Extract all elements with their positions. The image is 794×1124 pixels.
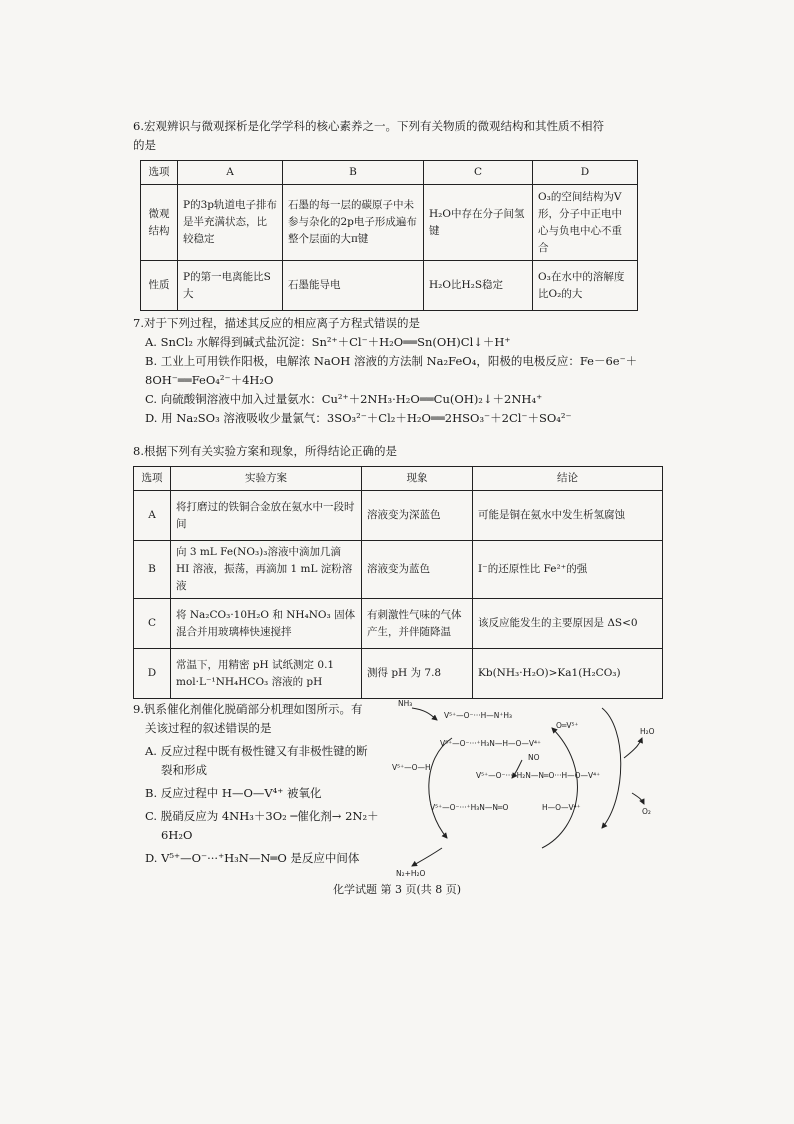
q8-cell: 溶液变为深蓝色 [362, 491, 473, 541]
nh3-in-arrow [412, 708, 437, 720]
q6-cell: P的第一电离能比S大 [178, 261, 283, 311]
q8-row-c [134, 599, 663, 649]
q8-header: 实验方案 [171, 467, 362, 491]
q6-cell: H₂O中存在分子间氢键 [424, 185, 533, 261]
q8-cell: D [134, 649, 171, 699]
q8-row-b [134, 541, 663, 599]
q8-header: 结论 [473, 467, 663, 491]
q8-header: 现象 [362, 467, 473, 491]
question-7 [133, 314, 669, 428]
q8-cell: Kb(NH₃·H₂O)>Ka1(H₂CO₃) [473, 649, 663, 699]
q6-stem: 6.宏观辨识与微观探析是化学学科的核心素养之一。下列有关物质的微观结构和其性质不相符 [133, 119, 604, 133]
q8-cell: 常温下，用精密 pH 试纸测定 0.1 mol·L⁻¹NH₄HCO₃ 溶液的 pH [171, 649, 362, 699]
label-voh: V⁵⁺—O—H [392, 763, 431, 772]
label-bottom-species: V⁵⁺—O⁻···⁺H₃N—N═O [430, 803, 509, 812]
q6-cell: O₃的空间结构为V形，分子中正电中心与负电中心不重合 [533, 185, 638, 261]
q9-option-a: A. 反应过程中既有极性键又有非极性键的断 [145, 744, 368, 758]
q6-row-structure [141, 185, 638, 261]
cycle-arrow-left [429, 738, 452, 838]
q8-cell: 该反应能发生的主要原因是 ΔS<0 [473, 599, 663, 649]
q8-header: 选项 [134, 467, 171, 491]
label-mid-species: V⁵⁺—O⁻···⁺H₃N—H—O—V⁴⁺ [440, 739, 541, 748]
q7-option-b: B. 工业上可用铁作阳极，电解浓 NaOH 溶液的方法制 Na₂FeO₄，阳极的电极反应：Fe－6e⁻＋ [145, 354, 638, 368]
cycle-arrow-outer [602, 708, 621, 828]
q6-header: D [533, 161, 638, 185]
label-top-species: V⁵⁺—O⁻···H—N⁺H₃ [444, 711, 512, 720]
o2-arrow [632, 793, 644, 804]
q9-stem-cont: 关该过程的叙述错误的是 [145, 721, 272, 735]
q8-stem: 8.根据下列有关实验方案和现象，所得结论正确的是 [133, 444, 397, 458]
label-ov: O═V⁵⁺ [556, 721, 579, 730]
q8-cell: 溶液变为蓝色 [362, 541, 473, 599]
label-hov: H—O—V⁴⁺ [542, 803, 581, 812]
q9-option-c-cont: 6H₂O [161, 828, 193, 842]
q8-cell: A [134, 491, 171, 541]
q6-cell: 石墨能导电 [283, 261, 424, 311]
q6-row-label: 性质 [141, 261, 178, 311]
q8-cell: I⁻的还原性比 Fe²⁺的强 [473, 541, 663, 599]
label-h2o: H₂O [640, 727, 655, 736]
q6-row-label: 微观结构 [141, 185, 178, 261]
q9-option-a-cont: 裂和形成 [161, 763, 207, 777]
cycle-arrow-right [542, 728, 577, 848]
q9-option-c: C. 脱硝反应为 4NH₃＋3O₂ ─催化剂→ 2N₂＋ [145, 809, 379, 823]
n2-out-arrow [412, 848, 442, 866]
label-nh3: NH₃ [398, 699, 413, 708]
label-n2-h2o: N₂+H₂O [396, 869, 426, 878]
q6-cell: H₂O比H₂S稳定 [424, 261, 533, 311]
q8-table [133, 466, 663, 699]
page-footer: 化学试题 第 3 页(共 8 页) [332, 883, 462, 896]
q6-header: A [178, 161, 283, 185]
q7-stem: 7.对于下列过程，描述其反应的相应离子方程式错误的是 [133, 316, 420, 330]
label-intermediate: V⁵⁺—O⁻···⁺H₂N—N═O···H—O—V⁴⁺ [476, 771, 601, 780]
q6-header: C [424, 161, 533, 185]
question-6 [133, 117, 669, 155]
q6-table [140, 160, 638, 311]
q9-option-d: D. V⁵⁺—O⁻···⁺H₃N—N═O 是反应中间体 [145, 851, 360, 865]
q8-cell: B [134, 541, 171, 599]
q8-cell: 有刺激性气味的气体产生，并伴随降温 [362, 599, 473, 649]
q6-cell: O₃在水中的溶解度比O₂的大 [533, 261, 638, 311]
question-9 [133, 700, 403, 868]
q8-header-row [134, 467, 663, 491]
label-o2: O₂ [642, 807, 651, 816]
q6-header: 选项 [141, 161, 178, 185]
q8-cell: 将 Na₂CO₃·10H₂O 和 NH₄NO₃ 固体混合并用玻璃棒快速搅拌 [171, 599, 362, 649]
q6-cell: 石墨的每一层的碳原子中未参与杂化的2p电子形成遍布整个层面的大π键 [283, 185, 424, 261]
q7-option-d: D. 用 Na₂SO₃ 溶液吸收少量氯气：3SO₃²⁻＋Cl₂＋H₂O══2HSO₃⁻＋2Cl⁻＋SO₄²⁻ [145, 411, 572, 425]
q8-row-a [134, 491, 663, 541]
question-8 [133, 442, 669, 461]
q7-option-b-cont: 8OH⁻══FeO₄²⁻＋4H₂O [145, 373, 274, 387]
q6-header-row [141, 161, 638, 185]
q8-cell: 可能是铜在氨水中发生析氢腐蚀 [473, 491, 663, 541]
h2o-out-arrow [624, 738, 642, 758]
q9-option-b: B. 反应过程中 H—O—V⁴⁺ 被氧化 [145, 786, 322, 800]
q8-cell: 向 3 mL Fe(NO₃)₃溶液中滴加几滴 HI 溶液，振荡，再滴加 1 mL 淀粉溶液 [171, 541, 362, 599]
q6-header: B [283, 161, 424, 185]
q9-stem: 9.钒系催化剂催化脱硝部分机理如图所示。有 [133, 702, 363, 716]
q8-row-d [134, 649, 663, 699]
q8-cell: 测得 pH 为 7.8 [362, 649, 473, 699]
q8-cell: C [134, 599, 171, 649]
q7-option-c: C. 向硫酸铜溶液中加入过量氨水：Cu²⁺＋2NH₃·H₂O══Cu(OH)₂↓＋2NH₄⁺ [145, 392, 543, 406]
q7-option-a: A. SnCl₂ 水解得到碱式盐沉淀：Sn²⁺＋Cl⁻＋H₂O══Sn(OH)Cl↓＋H⁺ [145, 335, 511, 349]
catalytic-mechanism-diagram [392, 698, 662, 884]
q6-stem-cont: 的是 [133, 138, 156, 152]
label-no: NO [528, 753, 540, 762]
q6-cell: P的3p轨道电子排布是半充满状态，比较稳定 [178, 185, 283, 261]
q6-row-property [141, 261, 638, 311]
q8-cell: 将打磨过的铁铜合金放在氨水中一段时间 [171, 491, 362, 541]
